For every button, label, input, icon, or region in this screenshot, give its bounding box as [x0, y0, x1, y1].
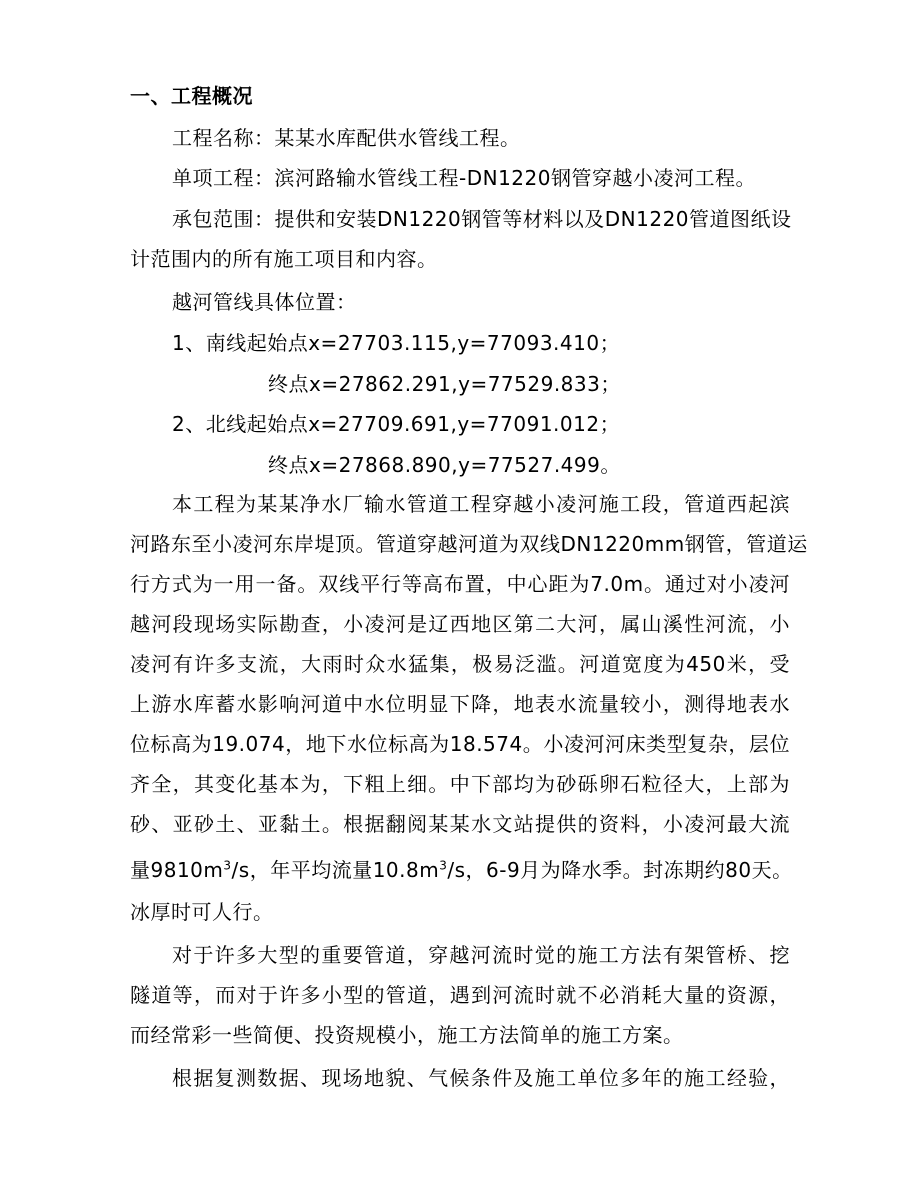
para1-line-4: 越河段现场实际勘查，小凌河是辽西地区第二大河，属山溪性河流，小 — [130, 612, 790, 636]
flow-avg: /s，年平均流量10.8m — [231, 858, 440, 882]
project-name-line: 工程名称：某某水库配供水管线工程。 — [172, 126, 521, 150]
north-line-end: 终点x=27868.890,y=77527.499。 — [268, 453, 621, 477]
scope-line-2: 计范围内的所有施工项目和内容。 — [130, 247, 438, 271]
para1-line-6: 上游水库蓄水影响河道中水位明显下降，地表水流量较小，测得地表水 — [130, 692, 790, 716]
flow-max: 量9810m — [130, 858, 224, 882]
para1-line-8: 齐全，其变化基本为，下粗上细。中下部均为砂砾卵石粒径大，上部为 — [130, 772, 790, 796]
para2-line-2: 隧道等，而对于许多小型的管道，遇到河流时就不必消耗大量的资源， — [130, 983, 790, 1007]
para1-line-3: 行方式为一用一备。双线平行等高布置，中心距为7.0m。通过对小凌河 — [130, 572, 790, 596]
location-title: 越河管线具体位置： — [172, 290, 357, 314]
south-line-start: 1、南线起始点x=27703.115,y=77093.410； — [172, 331, 621, 355]
para1-line-11: 冰厚时可人行。 — [130, 900, 274, 924]
para1-line-10 — [130, 858, 793, 882]
para1-line-7: 位标高为19.074，地下水位标高为18.574。小凌河河床类型复杂，层位 — [130, 732, 790, 756]
para3-line-1: 根据复测数据、现场地貌、气候条件及施工单位多年的施工经验， — [172, 1066, 790, 1090]
para1-line-2: 河路东至小凌河东岸堤顶。管道穿越河道为双线DN1220mm钢管，管道运 — [130, 532, 808, 556]
section-heading: 一、工程概况 — [130, 84, 253, 108]
sub-project-line: 单项工程：滨河路输水管线工程-DN1220钢管穿越小凌河工程。 — [172, 166, 756, 190]
para1-line-5: 凌河有许多支流，大雨时众水猛集，极易泛滥。河道宽度为450米，受 — [130, 652, 790, 676]
para2-line-3: 而经常彩一些简便、投资规模小，施工方法简单的施工方案。 — [130, 1023, 684, 1047]
para1-line-1: 本工程为某某净水厂输水管道工程穿越小凌河施工段，管道西起滨 — [172, 492, 790, 516]
superscript-3: 3 — [223, 858, 232, 873]
north-line-start: 2、北线起始点x=27709.691,y=77091.012； — [172, 412, 621, 436]
flow-season: /s，6-9月为降水季。封冻期约80天。 — [447, 858, 793, 882]
para1-line-9: 砂、亚砂土、亚黏土。根据翻阅某某水文站提供的资料，小凌河最大流 — [130, 812, 790, 836]
para2-line-1: 对于许多大型的重要管道，穿越河流时觉的施工方法有架管桥、挖 — [172, 943, 790, 967]
superscript-3b: 3 — [439, 858, 448, 873]
south-line-end: 终点x=27862.291,y=77529.833； — [268, 372, 621, 396]
scope-line-1: 承包范围：提供和安装DN1220钢管等材料以及DN1220管道图纸设 — [172, 207, 792, 231]
